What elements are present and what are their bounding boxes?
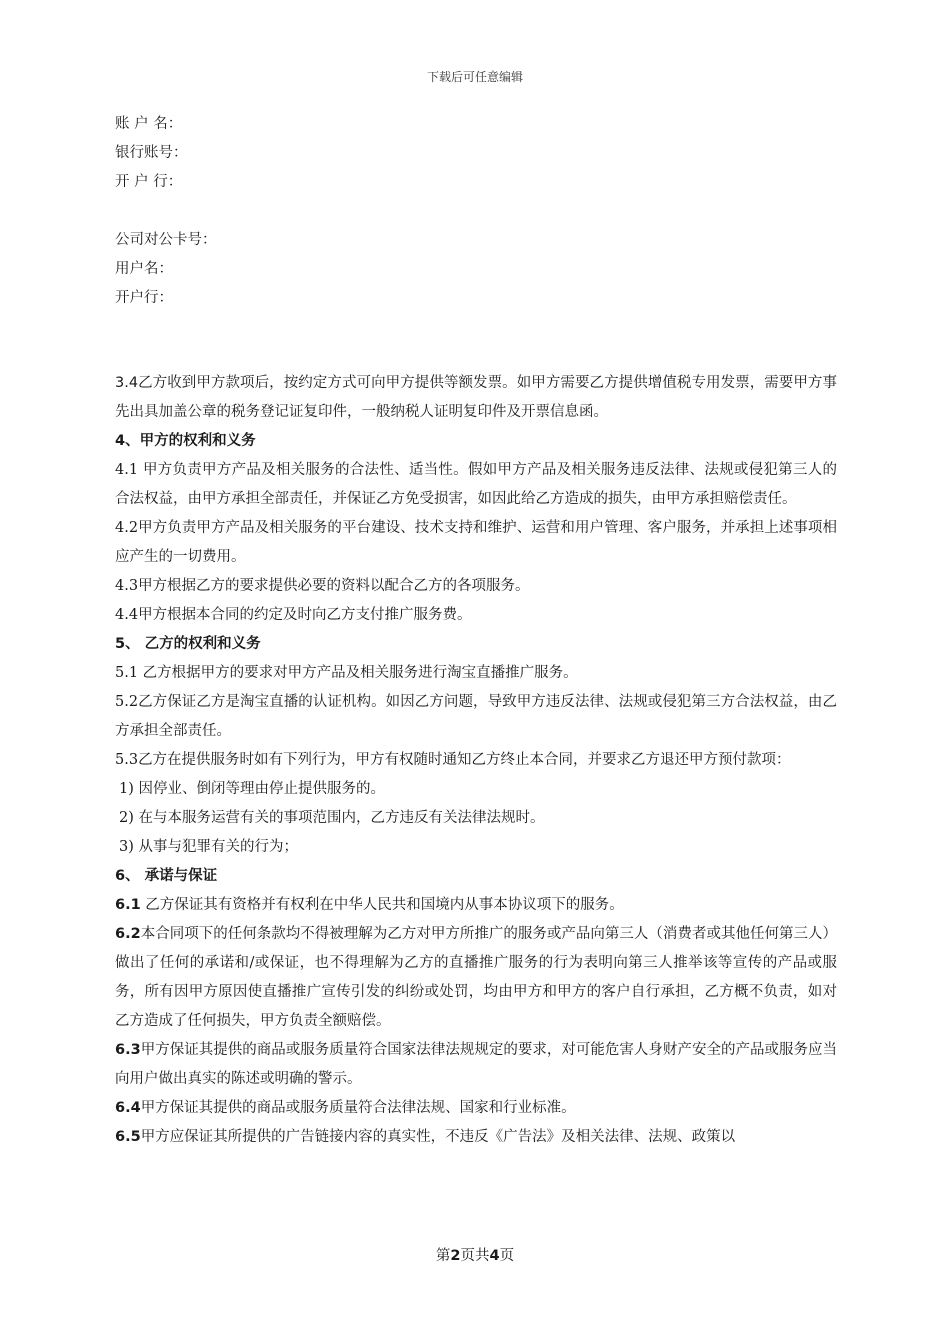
bank-account-block [115, 110, 837, 197]
total-page-number: 4 [489, 1248, 500, 1264]
clause-4-4: 4.4甲方根据本合同的约定及时向乙方支付推广服务费。 [115, 607, 472, 623]
section-6-heading: 6、 承诺与保证 [115, 868, 218, 884]
company-opening-bank-label: 开户行： [115, 290, 173, 306]
clause-4-1: 4.1 甲方负责甲方产品及相关服务的合法性、适当性。假如甲方产品及相关服务违反法律、法规或侵犯第三人的合法权益，由甲方承担全部责任，并保证乙方免受损害，如因此给乙方造成的损失，由甲方承担赔偿责任。 [115, 462, 838, 507]
account-name-label: 账 户 名： [115, 116, 183, 132]
company-account-block [115, 226, 837, 313]
username-label: 用户名： [115, 261, 173, 277]
list-item: 2) 在与本服务运营有关的事项范围内，乙方违反有关法律法规时。 [119, 810, 545, 826]
list-item: 1) 因停业、倒闭等理由停止提供服务的。 [119, 781, 385, 797]
clause-6-2: 6.2本合同项下的任何条款均不得被理解为乙方对甲方所推广的服务或产品向第三人（消费者或其他任何第三人）做出了任何的承诺和/或保证，也不得理解为乙方的直播推广服务的行为表明向第三人推举该等宣传的产品或服务，所有因甲方原因使直播推广宣传引发的纠纷或处罚，均由甲方和甲方的客户自行承担，乙方概不负责，如对乙方造成了任何损失，甲方负责全额赔偿。 [115, 926, 837, 1029]
clause-4-3: 4.3甲方根据乙方的要求提供必要的资料以配合乙方的各项服务。 [115, 578, 530, 594]
clause-6-5: 6.5甲方应保证其所提供的广告链接内容的真实性，不违反《广告法》及相关法律、法规、政策以 [115, 1129, 736, 1145]
page-header: 下载后可任意编辑 [426, 70, 523, 84]
section-5-heading: 5、 乙方的权利和义务 [115, 636, 261, 652]
contract-body [115, 369, 837, 1152]
section-4-heading: 4、甲方的权利和义务 [115, 433, 256, 449]
clause-6-1: 6.1 乙方保证其有资格并有权利在中华人民共和国境内从事本协议项下的服务。 [115, 897, 624, 913]
page-footer: 第2页共4页 [435, 1248, 515, 1264]
clause-5-1: 5.1 乙方根据甲方的要求对甲方产品及相关服务进行淘宝直播推广服务。 [115, 665, 578, 681]
opening-bank-label: 开 户 行： [115, 174, 183, 190]
current-page-number: 2 [450, 1248, 461, 1264]
clause-6-3: 6.3甲方保证其提供的商品或服务质量符合国家法律法规规定的要求，对可能危害人身财产安全的产品或服务应当向用户做出真实的陈述或明确的警示。 [115, 1042, 837, 1087]
company-card-number-label: 公司对公卡号： [115, 232, 217, 248]
clause-4-2: 4.2甲方负责甲方产品及相关服务的平台建设、技术支持和维护、运营和用户管理、客户服务，并承担上述事项相应产生的一切费用。 [115, 520, 837, 565]
clause-6-4: 6.4甲方保证其提供的商品或服务质量符合法律法规、国家和行业标准。 [115, 1100, 576, 1116]
bank-account-number-label: 银行账号： [115, 145, 188, 161]
list-item: 3) 从事与犯罪有关的行为； [119, 839, 298, 855]
clause-5-3: 5.3乙方在提供服务时如有下列行为，甲方有权随时通知乙方终止本合同，并要求乙方退还甲方预付款项： [115, 752, 791, 768]
clause-3-4: 3.4乙方收到甲方款项后，按约定方式可向甲方提供等额发票。如甲方需要乙方提供增值税专用发票，需要甲方事先出具加盖公章的税务登记证复印件，一般纳税人证明复印件及开票信息函。 [115, 375, 837, 420]
clause-5-2: 5.2乙方保证乙方是淘宝直播的认证机构。如因乙方问题，导致甲方违反法律、法规或侵犯第三方合法权益，由乙方承担全部责任。 [115, 694, 837, 739]
